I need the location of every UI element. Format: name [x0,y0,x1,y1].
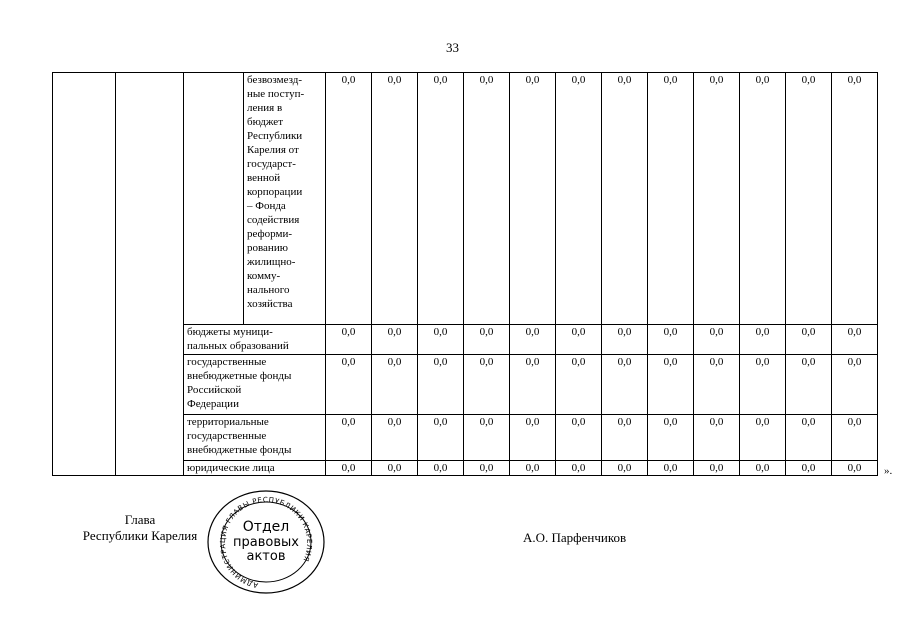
value-cell: 0,0 [740,415,786,461]
value-cell: 0,0 [602,355,648,415]
signatory-title-line: Республики Карелия [82,528,198,543]
value-cell: 0,0 [602,461,648,476]
legal-acts-stamp [203,487,329,597]
row-label-line: государственные [187,356,267,368]
value-cell: 0,0 [418,355,464,415]
value-cell: 0,0 [832,355,878,415]
value-cell: 0,0 [372,461,418,476]
row-label-line: государственные [187,430,267,442]
signatory-name: А.О. Парфенчиков [523,530,627,545]
row-label-line: бюджет [247,116,283,128]
value-cell: 0,0 [556,355,602,415]
value-cell: 0,0 [648,415,694,461]
row-label-line: ления в [247,102,283,114]
value-cell: 0,0 [786,461,832,476]
value-cell: 0,0 [418,325,464,355]
value-cell: 0,0 [418,73,464,325]
page-number: 33 [446,40,459,55]
value-cell: 0,0 [832,461,878,476]
empty-cell [53,73,116,476]
value-cell: 0,0 [740,73,786,325]
signatory-title [70,512,210,544]
row-label-line: внебюджетные фонды [187,370,292,382]
table-row [53,73,878,325]
row-label [184,415,326,461]
value-cell: 0,0 [832,325,878,355]
value-cell: 0,0 [740,325,786,355]
stamp-line: актов [246,549,286,564]
row-label-line: содействия [247,214,300,226]
row-label-line: Российской [187,384,242,396]
row-label-line: ные поступ- [247,88,305,100]
value-cell: 0,0 [418,415,464,461]
value-cell: 0,0 [326,461,372,476]
value-cell: 0,0 [510,461,556,476]
value-cell: 0,0 [786,73,832,325]
value-cell: 0,0 [694,461,740,476]
value-cell: 0,0 [786,415,832,461]
closing-quote-mark: ». [884,465,893,477]
value-cell: 0,0 [464,355,510,415]
row-label-line: рованию [247,242,288,254]
budget-table [52,72,878,476]
value-cell: 0,0 [648,355,694,415]
value-cell: 0,0 [464,325,510,355]
value-cell: 0,0 [464,73,510,325]
value-cell: 0,0 [372,355,418,415]
value-cell: 0,0 [832,73,878,325]
stamp-ring-text: АДМИНИСТРАЦИЯ ГЛАВЫ РЕСПУБЛИКИ КАРЕЛИЯ [218,495,314,590]
value-cell: 0,0 [372,73,418,325]
row-label [184,461,326,476]
stamp-line: правовых [233,535,299,550]
value-cell: 0,0 [556,73,602,325]
row-label-line: нального [247,284,290,296]
row-label-line: безвозмезд- [247,74,303,86]
value-cell: 0,0 [556,325,602,355]
value-cell: 0,0 [832,415,878,461]
empty-cell [184,73,244,325]
value-cell: 0,0 [464,461,510,476]
empty-cell [116,73,184,476]
value-cell: 0,0 [648,73,694,325]
value-cell: 0,0 [418,461,464,476]
value-cell: 0,0 [786,325,832,355]
value-cell: 0,0 [326,73,372,325]
row-label [184,355,326,415]
row-label-line: Федерации [187,398,239,410]
value-cell: 0,0 [786,355,832,415]
row-label-line: – Фонда [247,200,286,212]
value-cell: 0,0 [648,325,694,355]
value-cell: 0,0 [694,415,740,461]
value-cell: 0,0 [510,325,556,355]
row-label [184,325,326,355]
value-cell: 0,0 [326,355,372,415]
row-label-line: государст- [247,158,296,170]
row-label-line: комму- [247,270,281,282]
value-cell: 0,0 [510,355,556,415]
row-label-line: реформи- [247,228,292,240]
value-cell: 0,0 [510,73,556,325]
row-label [244,73,326,325]
value-cell: 0,0 [602,73,648,325]
row-label-line: пальных образований [187,340,289,352]
value-cell: 0,0 [648,461,694,476]
row-label-line: Республики [247,130,303,142]
value-cell: 0,0 [694,325,740,355]
row-label-line: корпорации [247,186,303,198]
value-cell: 0,0 [602,325,648,355]
value-cell: 0,0 [602,415,648,461]
stamp-line: Отдел [242,519,290,535]
row-label-line: венной [247,172,281,184]
value-cell: 0,0 [372,325,418,355]
row-label-line: внебюджетные фонды [187,444,292,456]
value-cell: 0,0 [372,415,418,461]
value-cell: 0,0 [556,415,602,461]
value-cell: 0,0 [740,355,786,415]
row-label-line: юридические лица [187,462,275,474]
value-cell: 0,0 [326,415,372,461]
row-label-line: территориальные [187,416,269,428]
row-label-line: бюджеты муници- [187,326,273,338]
row-label-line: Карелия от [247,144,299,156]
value-cell: 0,0 [694,73,740,325]
row-label-line: хозяйства [247,298,293,310]
value-cell: 0,0 [694,355,740,415]
value-cell: 0,0 [464,415,510,461]
row-label-line: жилищно- [247,256,296,268]
signatory-title-line: Глава [124,512,156,527]
value-cell: 0,0 [556,461,602,476]
value-cell: 0,0 [740,461,786,476]
value-cell: 0,0 [326,325,372,355]
value-cell: 0,0 [510,415,556,461]
